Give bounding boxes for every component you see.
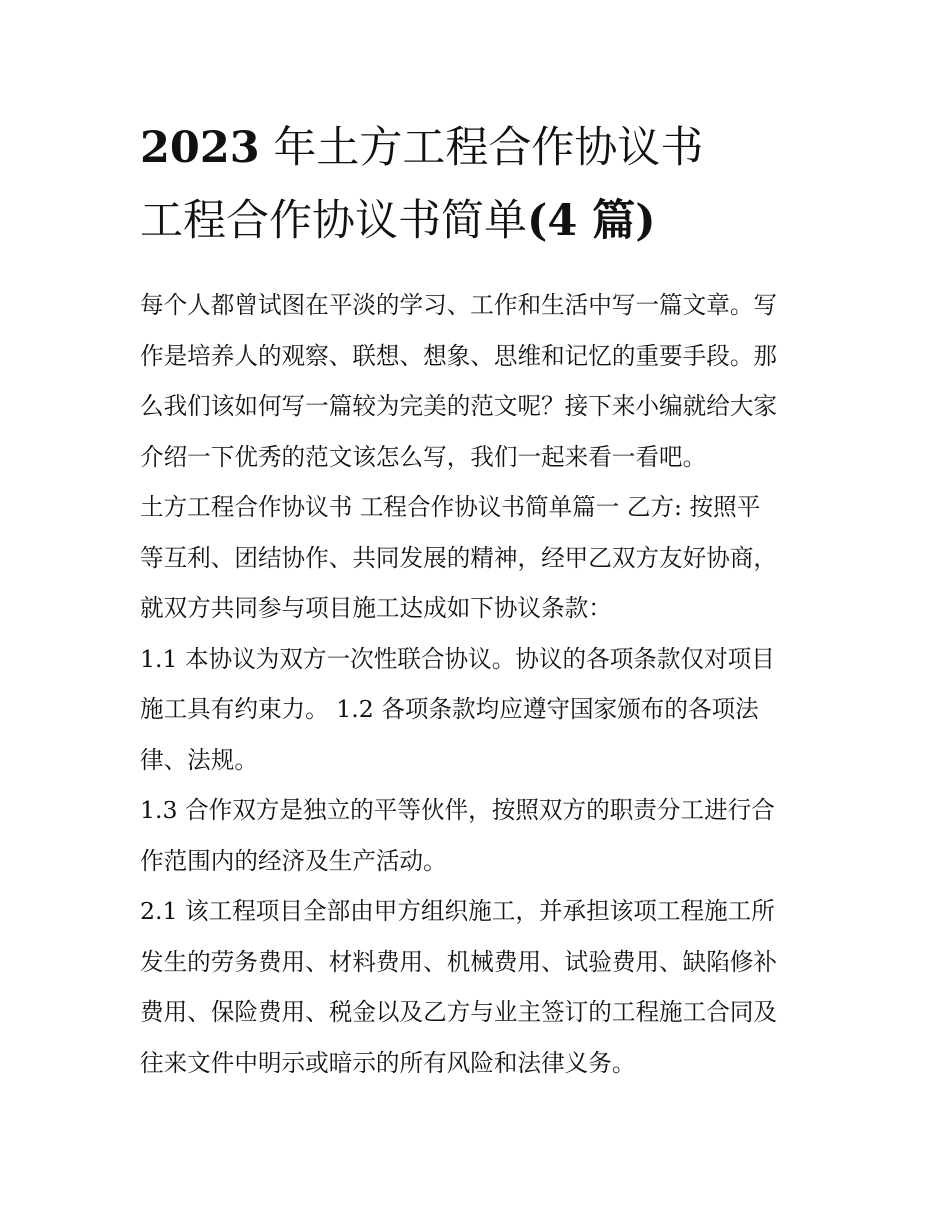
paragraph-clause-1-3 (140, 785, 820, 886)
title-count: 4 (547, 196, 578, 246)
text-line: 1.3 合作双方是独立的平等伙伴，按照双方的职责分工进行合 (140, 796, 775, 824)
text-line: 么我们该如何写一篇较为完美的范文呢？接下来小编就给大家 (140, 392, 778, 420)
title-paren-open: ( (527, 196, 548, 246)
text-line: 作范围内的经济及生产活动。 (140, 846, 447, 875)
text-line: 等互利、团结协作、共同发展的精神，经甲乙双方友好协商， (140, 543, 778, 572)
text-line: 土方工程合作协议书 工程合作协议书简单篇一 乙方: 按照平 (140, 493, 761, 521)
text-line: 就双方共同参与项目施工达成如下协议条款： (140, 594, 612, 622)
text-line: 2.1 该工程项目全部由甲方组织施工，并承担该项工程施工所 (140, 897, 775, 925)
paragraph-preamble (140, 482, 820, 634)
text-line: 费用、保险费用、税金以及乙方与业主签订的工程施工合同及 (140, 998, 778, 1026)
paragraph-intro (140, 280, 820, 482)
title-line-1 (140, 112, 820, 185)
document-body (140, 280, 820, 1088)
text-line: 1.1 本协议为双方一次性联合协议。协议的各项条款仅对项目 (140, 644, 775, 673)
paragraph-clause-2-1 (140, 886, 820, 1088)
text-line: 往来文件中明示或暗示的所有风险和法律义务。 (140, 1048, 636, 1077)
document-title (140, 112, 820, 258)
text-line: 施工具有约束力。 1.2 各项条款均应遵守国家颁布的各项法 (140, 695, 759, 723)
text-line: 律、法规。 (140, 745, 258, 774)
text-line: 每个人都曾试图在平淡的学习、工作和生活中写一篇文章。写 (140, 291, 778, 319)
title-year: 2023 (140, 123, 260, 173)
title-paren-close: 篇) (577, 196, 656, 246)
paragraph-clause-1-1 (140, 634, 820, 786)
document-content (140, 112, 820, 1088)
text-line: 作是培养人的观察、联想、想象、思维和记忆的重要手段。那 (140, 341, 778, 370)
title-line-1-text: 年土方工程合作协议书 (273, 123, 704, 173)
text-line: 发生的劳务费用、材料费用、机械费用、试验费用、缺陷修补 (140, 947, 778, 976)
text-line: 介绍一下优秀的范文该怎么写，我们一起来看一看吧。 (140, 442, 707, 471)
title-line-2 (140, 185, 820, 258)
title-line-2-text: 工程合作协议书简单 (140, 196, 527, 246)
